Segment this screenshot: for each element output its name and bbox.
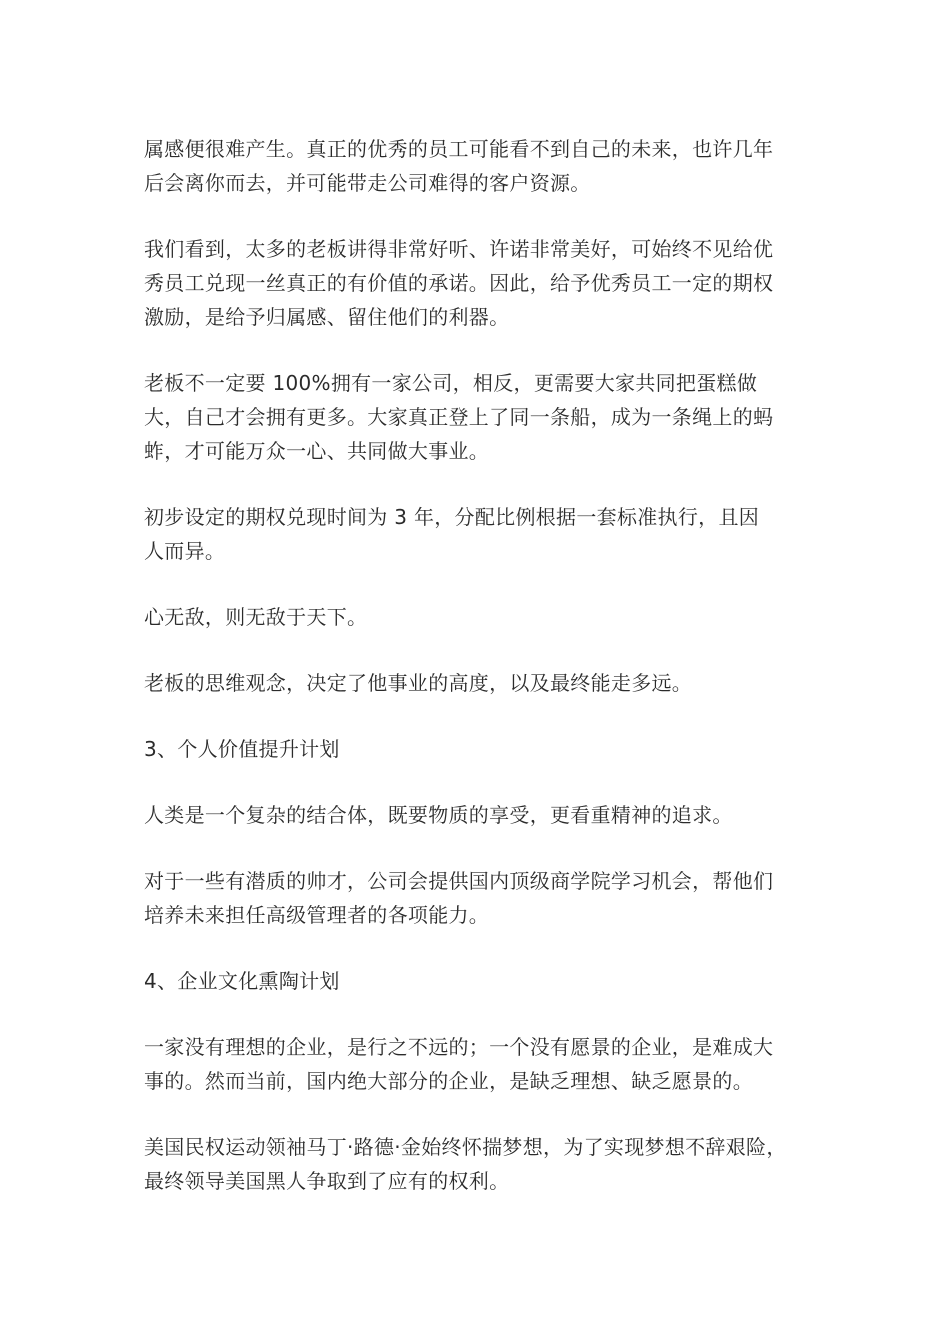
section-heading: 3、个人价值提升计划 [144,737,340,761]
paragraph: 老板的思维观念，决定了他事业的高度，以及最终能走多远。 [144,671,693,695]
paragraph: 我们看到，太多的老板讲得非常好听、许诺非常美好，可始终不见给优 秀员工兑现一丝真正的有价值的承诺。因此，给予优秀员工一定的期权 激励，是给予归属感、留住他们的利器。 [144,237,774,329]
paragraph: 老板不一定要 100%拥有一家公司，相反，更需要大家共同把蛋糕做 大，自己才会拥有更多。大家真正登上了同一条船，成为一条绳上的蚂 蚱，才可能万众一心、共同做大事业。 [144,371,774,463]
paragraph: 属感便很难产生。真正的优秀的员工可能看不到自己的未来，也许几年 后会离你而去，并可能带走公司难得的客户资源。 [144,137,774,195]
paragraph: 心无敌，则无敌于天下。 [144,605,368,629]
paragraph: 一家没有理想的企业，是行之不远的；一个没有愿景的企业，是难成大 事的。然而当前，国内绝大部分的企业，是缺乏理想、缺乏愿景的。 [144,1035,774,1093]
paragraph: 对于一些有潜质的帅才，公司会提供国内顶级商学院学习机会，帮他们 培养未来担任高级管理者的各项能力。 [144,869,774,927]
paragraph: 人类是一个复杂的结合体，既要物质的享受，更看重精神的追求。 [144,803,733,827]
paragraph: 美国民权运动领袖马丁·路德·金始终怀揣梦想，为了实现梦想不辞艰险， 最终领导美国黑人争取到了应有的权利。 [144,1135,787,1193]
document-body [144,132,814,1230]
section-heading: 4、企业文化熏陶计划 [144,969,340,993]
paragraph: 初步设定的期权兑现时间为 3 年，分配比例根据一套标准执行，且因 人而异。 [144,505,760,563]
